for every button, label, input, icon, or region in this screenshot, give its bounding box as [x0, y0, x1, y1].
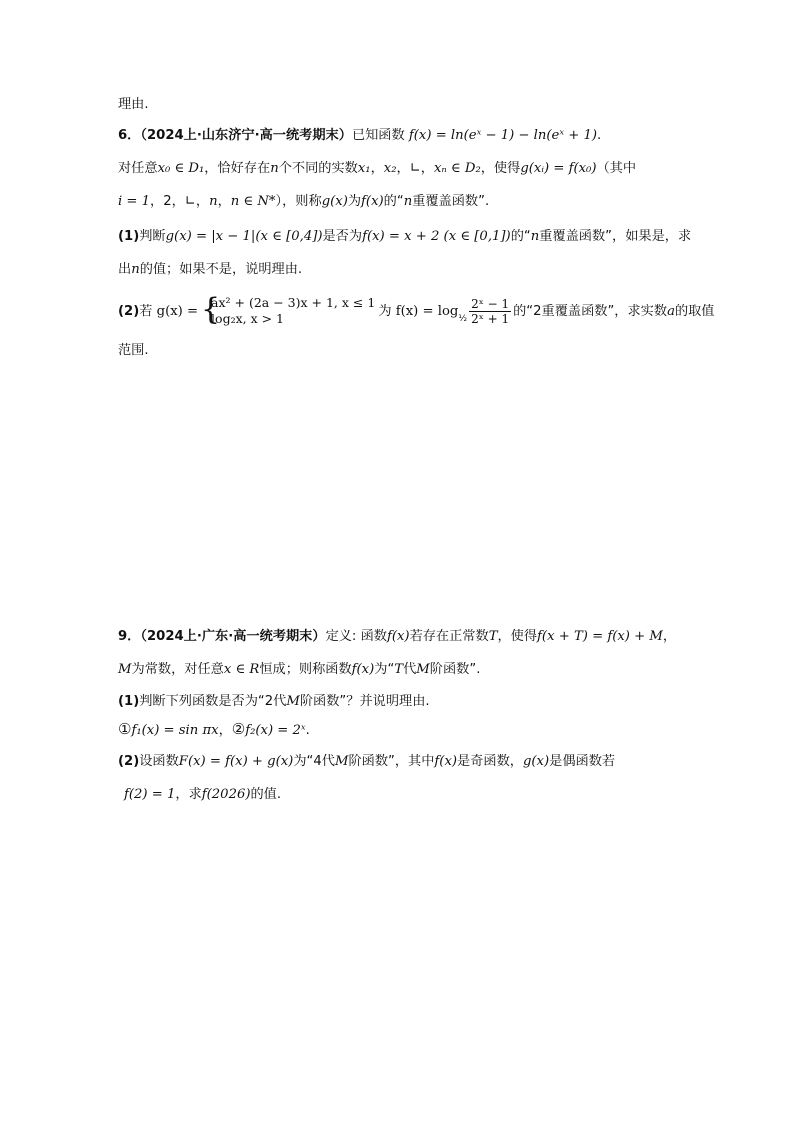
q9-line2-text-c: 为“ [374, 662, 395, 677]
q9-part2-line2 [124, 786, 281, 804]
q9-stem-text-a: 定义: 函数 [325, 629, 387, 644]
q6-stem-end: . [597, 128, 602, 143]
q9-line2-text-d: 代 [403, 662, 417, 677]
q6-line2-text-a: 对任意 [118, 161, 158, 176]
q6-part1-text-b: 是否为 [322, 229, 363, 244]
q9-stem-line [118, 628, 676, 646]
q9-stem-text-c: ，使得 [497, 629, 538, 644]
q6-line3-math3: g(x) [321, 194, 348, 209]
q6-part2-frac-num: 2ˣ − 1 [471, 296, 510, 311]
q6-part2-text-c: 的“2重覆盖函数”，求实数 [513, 304, 668, 319]
q9-stem-text-b: 若存在正常数 [409, 629, 489, 644]
q9-part2-line2-text-a: ，求 [175, 787, 202, 802]
q9-line2-T: T [394, 662, 404, 677]
q9-part2-line2-math1: f(2) = 1 [124, 787, 176, 802]
q6-source: （2024上·山东济宁·高一统考期末） [140, 128, 352, 143]
q6-part2-frac-den: 2ˣ + 1 [471, 311, 510, 326]
q9-part2-math1: F(x) = f(x) + g(x) [178, 754, 294, 769]
q6-part1-line2 [118, 261, 302, 279]
q6-line3 [118, 193, 489, 211]
q6-part2-case2: log₂x, x > 1 [211, 311, 285, 326]
q9-part1-text-a: 判断下列函数是否为“2代 [139, 694, 287, 709]
q9-item2-math: f₂(x) = 2ˣ [245, 723, 306, 738]
q6-part1-line2-text-b: 的值；如果不是，说明理由. [139, 262, 303, 277]
q6-part1-text-a: 判断 [139, 229, 166, 244]
q9-line2-text-a: 为常数，对任意 [131, 662, 224, 677]
q9-part2-text-a: 设函数 [139, 754, 179, 769]
q6-part2-fraction [469, 297, 511, 326]
q9-part1-label: (1) [118, 694, 140, 709]
q6-line2-math4: xₙ ∈ D₂ [433, 161, 481, 176]
q6-part1-text-c: 的“ [510, 229, 531, 244]
q9-part2-text-d: 是奇函数， [457, 754, 523, 769]
q6-part2-label: (2) [118, 304, 140, 319]
q6-line3-n2: n [403, 194, 413, 209]
q9-items-line [118, 720, 310, 740]
q6-line3-text-b: ， [217, 194, 231, 209]
q6-part1-line2-n: n [131, 262, 140, 277]
q9-stem-T: T [488, 629, 498, 644]
q9-line2-text-e: 阶函数”. [429, 662, 481, 677]
q6-part2-line1 [118, 292, 715, 332]
q6-line2-math2: x₁ [357, 161, 371, 176]
q6-line3-n: n [209, 194, 218, 209]
previous-question-tail [118, 96, 149, 114]
q6-part2-text-a: 若 [139, 304, 153, 319]
q6-line3-text-d: 为 [347, 194, 362, 209]
q6-line3-text-e: 的“ [383, 194, 404, 209]
q9-part2-text-b: 为“4代 [293, 754, 335, 769]
q6-line3-math2: n ∈ N* [230, 194, 276, 209]
q9-part2-math3: g(x) [522, 754, 550, 769]
q6-line2-math5: g(xᵢ) = f(x₀) [520, 161, 597, 176]
q6-line2-n: n [270, 161, 279, 176]
q6-part2-piecewise [201, 292, 376, 327]
q6-line2-text-g: （其中 [596, 161, 637, 176]
q9-stem-math2: f(x + T) = f(x) + M [537, 629, 663, 644]
q6-part1-text-d: 重覆盖函数”，如果是，求 [539, 229, 692, 244]
q9-line2-math1: x ∈ R [223, 662, 260, 677]
q6-line3-text-c: ），则称 [275, 194, 322, 209]
q9-part2-label: (2) [118, 754, 140, 769]
q6-part2-text-b: 为 [378, 304, 392, 319]
q6-part2-logbase: ½ [458, 314, 468, 324]
q9-part2-math2: f(x) [434, 754, 458, 769]
q6-line3-math4: f(x) [361, 194, 384, 209]
q6-line2-text-e: ，∟， [396, 161, 434, 176]
q6-part2-case1: ax² + (2a − 3)x + 1, x ≤ 1 [211, 295, 376, 310]
q6-stem-text: 已知函数 [351, 128, 405, 143]
q9-part1-M: M [286, 694, 300, 709]
left-brace-icon: { [201, 292, 221, 327]
q6-part1-math2: f(x) = x + 2 (x ∈ [0,1]) [362, 229, 511, 244]
q6-part2-f: f(x) = log [395, 304, 459, 319]
q6-line3-text-f: 重覆盖函数”. [412, 194, 490, 209]
q9-stem-text-d: ， [662, 629, 677, 644]
q9-part2-text-c: 阶函数”，其中 [348, 754, 435, 769]
q9-part1-line [118, 693, 430, 711]
q9-number: 9． [118, 629, 141, 644]
q9-part2-line1 [118, 753, 615, 771]
q9-item1-math: f₁(x) = sin πx [131, 723, 219, 738]
q6-part2-var: a [667, 304, 675, 319]
q9-part1-text-b: 阶函数”？并说明理由. [299, 694, 430, 709]
q6-part2-text-d: 的取值 [674, 304, 715, 319]
q6-part1-label: (1) [118, 229, 140, 244]
q6-part2-line2-text: 范围. [118, 343, 149, 358]
q6-line2-text-b: ，恰好存在 [204, 161, 271, 176]
q9-part2-line2-math2: f(2026) [201, 787, 251, 802]
q9-line2-M2: M [416, 662, 430, 677]
q9-line2 [118, 661, 480, 679]
q6-line2-text-d: ， [370, 161, 384, 176]
q6-part2-g: g(x) = [156, 304, 199, 319]
q6-part1-n: n [530, 229, 540, 244]
q9-items-end: . [305, 723, 310, 738]
q6-line2-math1: x₀ ∈ D₁ [157, 161, 205, 176]
q9-source: （2024上·广东·高一统考期末） [140, 629, 326, 644]
q6-line2 [118, 160, 636, 178]
q6-line3-math1: i = 1 [118, 194, 151, 209]
q9-part2-line2-text-b: 的值. [250, 787, 282, 802]
q6-part1-line1 [118, 228, 691, 246]
q9-part2-text-e: 是偶函数若 [549, 754, 616, 769]
q6-line2-text-c: 个不同的实数 [278, 161, 358, 176]
q9-items-sep: ， [218, 723, 232, 738]
q9-item1-label: ① [118, 720, 132, 738]
q6-line2-math3: x₂ [383, 161, 397, 176]
q6-part2-line2 [118, 342, 149, 360]
q9-line2-M: M [118, 662, 132, 677]
q6-stem-line [118, 127, 601, 145]
q6-line3-text-a: ，2，∟， [150, 194, 210, 209]
q6-stem-formula: f(x) = ln(eˣ − 1) − ln(eˣ + 1) [408, 128, 597, 143]
q9-line2-text-b: 恒成；则称函数 [259, 662, 352, 677]
q9-stem-math1: f(x) [386, 629, 410, 644]
q6-part1-line2-text-a: 出 [118, 262, 132, 277]
q9-item2-label: ② [231, 720, 246, 738]
reason-text: 理由. [118, 97, 149, 112]
q6-line2-text-f: ，使得 [480, 161, 521, 176]
q9-part2-M: M [334, 754, 349, 769]
q6-number: 6． [118, 128, 141, 143]
q6-part1-math1: g(x) = |x − 1|(x ∈ [0,4]) [165, 229, 323, 244]
q9-line2-math2: f(x) [351, 662, 375, 677]
